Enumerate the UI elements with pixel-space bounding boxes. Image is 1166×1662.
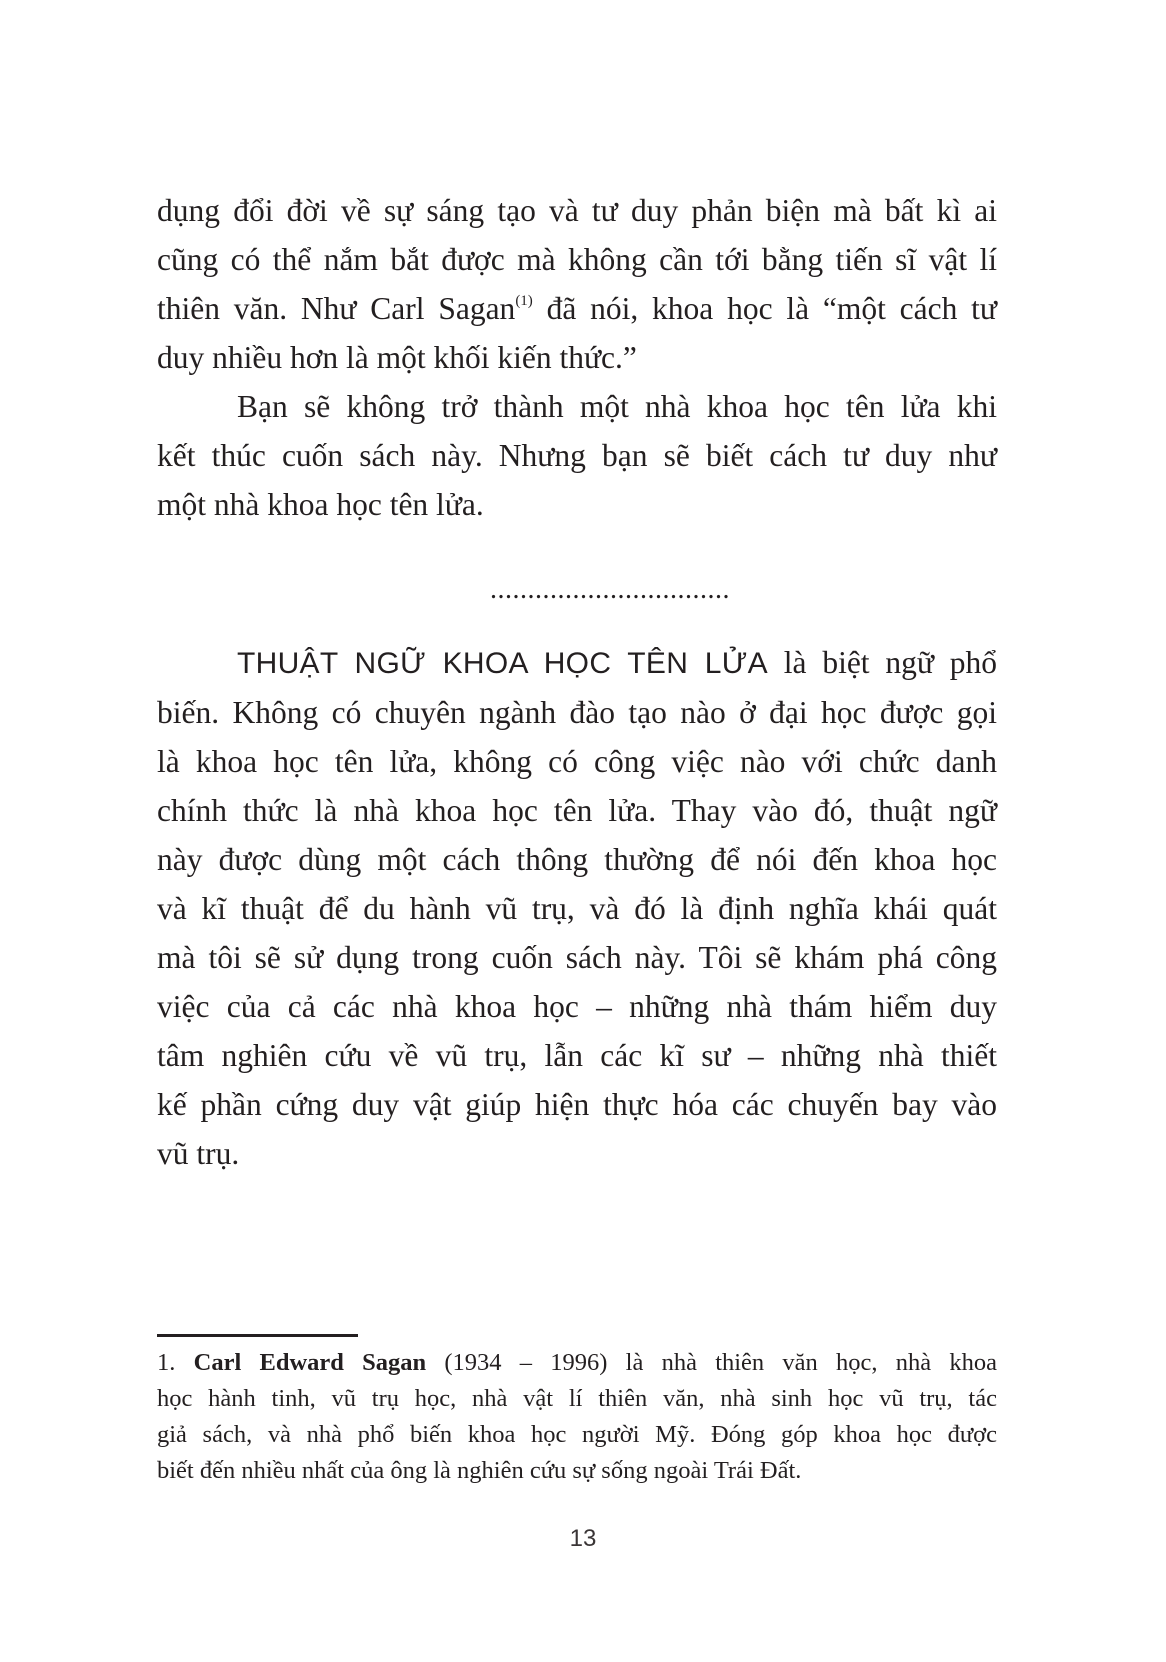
text-line — [157, 638, 997, 688]
text-line: này được dùng một cách thông thường để nói đến khoa học — [157, 842, 997, 877]
footnote-line: giả sách, và nhà phổ biến khoa học người Mỹ. Đóng góp khoa học được — [157, 1421, 997, 1448]
text-line: kết thúc cuốn sách này. Nhưng bạn sẽ biết cách tư duy như — [157, 438, 997, 473]
section-separator: ................................ — [490, 574, 730, 605]
text-segment: là biệt ngữ phổ — [767, 645, 997, 680]
text-line: việc của cả các nhà khoa học – những nhà thám hiểm duy — [157, 989, 997, 1024]
footnote-line: biết đến nhiều nhất của ông là nghiên cứu sự sống ngoài Trái Đất. — [157, 1457, 802, 1484]
text-line: một nhà khoa học tên lửa. — [157, 487, 484, 522]
paragraph-1 — [157, 186, 997, 382]
text-line: và kĩ thuật để du hành vũ trụ, và đó là định nghĩa khái quát — [157, 891, 997, 926]
footnote-line: học hành tinh, vũ trụ học, nhà vật lí thiên văn, nhà sinh học vũ trụ, tác — [157, 1385, 997, 1412]
text-segment: (1934 – 1996) là nhà thiên văn học, nhà khoa — [426, 1349, 998, 1376]
text-line: cũng có thể nắm bắt được mà không cần tới bằng tiến sĩ vật lí — [157, 242, 997, 277]
text-line — [157, 284, 997, 333]
text-line: vũ trụ. — [157, 1136, 240, 1171]
footnote-divider — [157, 1334, 358, 1337]
text-line: tâm nghiên cứu về vũ trụ, lẫn các kĩ sư – những nhà thiết — [157, 1038, 997, 1073]
text-line: chính thức là nhà khoa học tên lửa. Thay vào đó, thuật ngữ — [157, 793, 997, 828]
paragraph-2 — [157, 382, 997, 529]
text-line: duy nhiều hơn là một khối kiến thức.” — [157, 340, 637, 375]
text-segment: thiên văn. Như Carl Sagan — [157, 291, 516, 326]
text-line: kế phần cứng duy vật giúp hiện thực hóa các chuyến bay vào — [157, 1087, 997, 1122]
page-number: 13 — [569, 1525, 597, 1552]
text-line: dụng đổi đời về sự sáng tạo và tư duy phản biện mà bất kì ai — [157, 193, 997, 228]
text-line: là khoa học tên lửa, không có công việc nào với chức danh — [157, 744, 997, 779]
footnote — [157, 1345, 997, 1489]
text-line: biến. Không có chuyên ngành đào tạo nào ở đại học được gọi — [157, 695, 997, 730]
text-segment: đã nói, khoa học là “một cách tư — [532, 291, 997, 326]
footnote-name: Carl Edward Sagan — [193, 1349, 427, 1376]
text-line: mà tôi sẽ sử dụng trong cuốn sách này. Tôi sẽ khám phá công — [157, 940, 997, 975]
paragraph-3 — [157, 638, 997, 1178]
section-lead-in: THUẬT NGỮ KHOA HỌC TÊN LỬA — [237, 647, 768, 680]
text-line: Bạn sẽ không trở thành một nhà khoa học tên lửa khi — [237, 389, 997, 424]
footnote-line — [157, 1345, 997, 1381]
footnote-reference: (1) — [515, 293, 533, 309]
footnote-number: 1. — [157, 1349, 194, 1376]
